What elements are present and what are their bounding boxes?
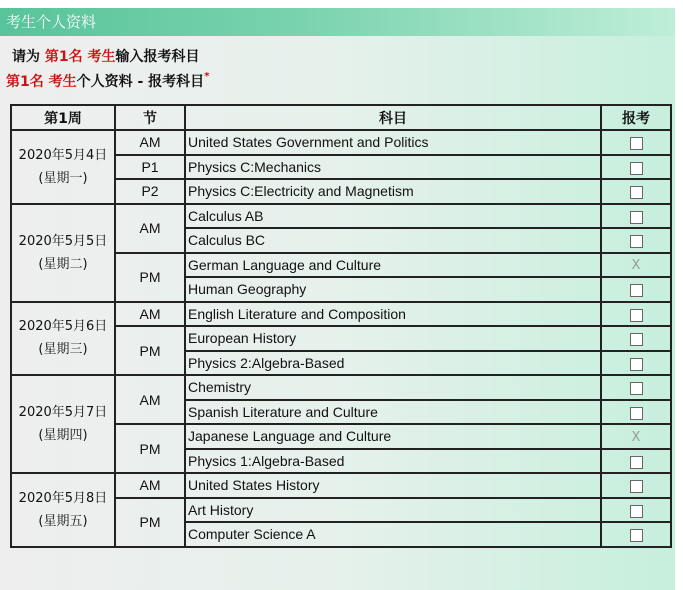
table-row (11, 302, 671, 327)
exam-date-cell (11, 473, 115, 547)
instruction-prefix: 请为 (12, 49, 45, 65)
exam-date-cell (11, 375, 115, 473)
exam-date: 2020年5月6日 (18, 319, 108, 335)
exam-weekday: (星期四) (38, 428, 88, 443)
register-checkbox[interactable] (630, 480, 643, 493)
table-header-row (11, 105, 671, 130)
register-cell (601, 228, 671, 253)
subject-name: German Language and Culture (185, 253, 601, 278)
session-cell: AM (115, 204, 185, 253)
column-header-subject: 科目 (185, 105, 601, 130)
register-checkbox[interactable] (630, 235, 643, 248)
register-cell (601, 473, 671, 498)
exam-date: 2020年5月7日 (18, 405, 108, 420)
exam-weekday: (星期三) (38, 342, 88, 358)
register-cell (601, 424, 671, 449)
session-cell: PM (115, 253, 185, 302)
exam-weekday: (星期一) (38, 170, 88, 186)
session-cell: AM (115, 473, 185, 498)
register-cell (601, 351, 671, 376)
subject-name: Spanish Literature and Culture (185, 400, 601, 425)
session-cell: PM (115, 424, 185, 473)
register-cell (601, 400, 671, 425)
register-cell (601, 204, 671, 229)
subject-name: Computer Science A (185, 522, 601, 547)
subject-name: Chemistry (185, 375, 601, 400)
section-title-suffix: 个人资料 - 报考科目 (76, 74, 205, 90)
register-cell (601, 130, 671, 155)
required-mark: * (204, 71, 210, 82)
subject-name: Physics 2:Algebra-Based (185, 351, 601, 376)
unavailable-mark: X (631, 429, 641, 445)
exam-registration-table (10, 104, 672, 548)
register-cell (601, 302, 671, 327)
register-checkbox[interactable] (630, 284, 643, 297)
page-header (0, 8, 675, 36)
form-panel (0, 36, 675, 590)
subject-name: English Literature and Composition (185, 302, 601, 327)
exam-date-cell (11, 130, 115, 204)
subject-name: Calculus BC (185, 228, 601, 253)
register-cell (601, 522, 671, 547)
table-row (11, 375, 671, 400)
register-checkbox[interactable] (630, 162, 643, 175)
subject-name: United States Government and Politics (185, 130, 601, 155)
unavailable-mark: X (631, 258, 641, 274)
register-cell (601, 253, 671, 278)
subject-name: Calculus AB (185, 204, 601, 229)
subject-name: United States History (185, 473, 601, 498)
page-header-title: 考生个人资料 (6, 13, 97, 31)
session-cell: P2 (115, 179, 185, 204)
subject-name: European History (185, 326, 601, 351)
table-row (11, 473, 671, 498)
register-checkbox[interactable] (630, 211, 643, 224)
register-cell (601, 498, 671, 523)
register-checkbox[interactable] (630, 456, 643, 469)
table-body (11, 130, 671, 547)
table-row (11, 204, 671, 229)
register-checkbox[interactable] (630, 358, 643, 371)
register-cell (601, 277, 671, 302)
register-cell (601, 326, 671, 351)
subject-name: Japanese Language and Culture (185, 424, 601, 449)
register-checkbox[interactable] (630, 407, 643, 420)
register-cell (601, 155, 671, 180)
exam-date-cell (11, 204, 115, 302)
session-cell: P1 (115, 155, 185, 180)
section-candidate-highlight: 第1名 考生 (6, 74, 77, 90)
column-header-session: 节 (115, 105, 185, 130)
exam-date: 2020年5月4日 (18, 147, 108, 163)
register-checkbox[interactable] (630, 529, 643, 542)
session-cell: AM (115, 130, 185, 155)
register-checkbox[interactable] (630, 505, 643, 518)
register-cell (601, 179, 671, 204)
instruction-suffix: 输入报考科目 (115, 49, 200, 65)
register-checkbox[interactable] (630, 309, 643, 322)
register-checkbox[interactable] (630, 382, 643, 395)
subject-name: Art History (185, 498, 601, 523)
candidate-highlight: 第1名 考生 (44, 49, 116, 65)
column-header-register: 报考 (601, 105, 671, 130)
session-cell: PM (115, 326, 185, 375)
register-checkbox[interactable] (630, 186, 643, 199)
register-checkbox[interactable] (630, 137, 643, 150)
exam-date: 2020年5月5日 (18, 233, 108, 249)
instruction-line (12, 46, 200, 66)
table-row (11, 130, 671, 155)
column-header-week: 第1周 (11, 105, 115, 130)
session-cell: PM (115, 498, 185, 547)
exam-date-cell (11, 302, 115, 376)
session-cell: AM (115, 375, 185, 424)
section-title (6, 71, 209, 91)
subject-name: Physics C:Electricity and Magnetism (185, 179, 601, 204)
register-checkbox[interactable] (630, 333, 643, 346)
subject-name: Physics C:Mechanics (185, 155, 601, 180)
exam-weekday: (星期五) (38, 513, 88, 529)
exam-date: 2020年5月8日 (18, 490, 108, 506)
session-cell: AM (115, 302, 185, 327)
exam-weekday: (星期二) (38, 256, 88, 272)
subject-name: Human Geography (185, 277, 601, 302)
register-cell (601, 375, 671, 400)
subject-name: Physics 1:Algebra-Based (185, 449, 601, 474)
register-cell (601, 449, 671, 474)
